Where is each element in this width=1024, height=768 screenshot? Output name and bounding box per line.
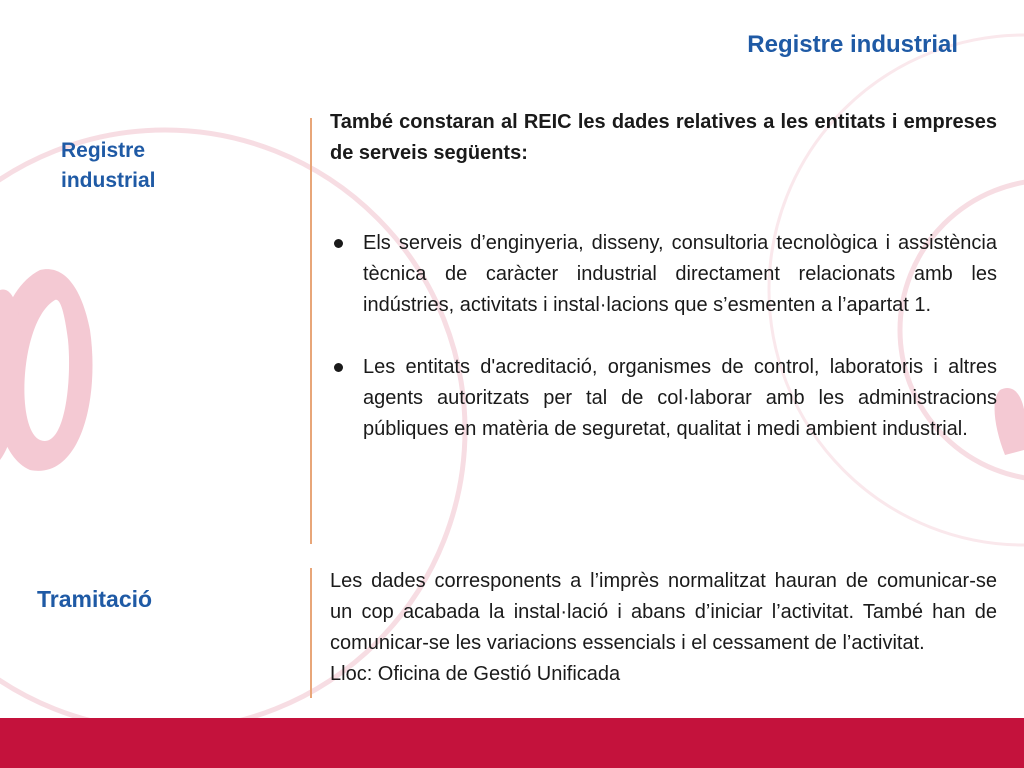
vertical-divider-bottom	[310, 568, 312, 698]
vertical-divider-top	[310, 118, 312, 544]
location-line: Lloc: Oficina de Gestió Unificada	[330, 663, 621, 685]
bullet-dot-icon	[334, 363, 343, 372]
bullet-text: Els serveis d’enginyeria, disseny, consultoria tecnològica i assistència tècnica de caràcter industrial directament relacionats amb les indústries, activitats i instal·lacions que s’esmenten a l’apartat 1.	[363, 232, 997, 316]
footer-bar	[0, 718, 1024, 768]
tramitacio-paragraph: Les dades corresponents a l’imprès normalitzat hauran de comunicar-se un cop acabada la instal·lació i abans d’iniciar l’activitat. També han de comunicar-se les variacions essencials i el cessament de l’activitat.	[330, 570, 997, 654]
list-item	[330, 228, 997, 321]
bullet-text: Les entitats d'acreditació, organismes de control, laboratoris i altres agents autoritzats per tal de col·laborar amb les administracions públiques en matèria de seguretat, qualitat i medi ambient industrial.	[363, 356, 997, 440]
intro-paragraph: També constaran al REIC les dades relatives a les entitats i empreses de serveis següents:	[330, 111, 997, 164]
section-label-tramitacio: Tramitació	[37, 586, 153, 612]
list-item	[330, 352, 997, 445]
bullet-list	[330, 228, 997, 445]
section-label-registre: Registre industrial	[61, 139, 156, 192]
bullet-dot-icon	[334, 239, 343, 248]
tramitacio-text	[330, 566, 997, 690]
slide-title: Registre industrial	[747, 31, 958, 58]
